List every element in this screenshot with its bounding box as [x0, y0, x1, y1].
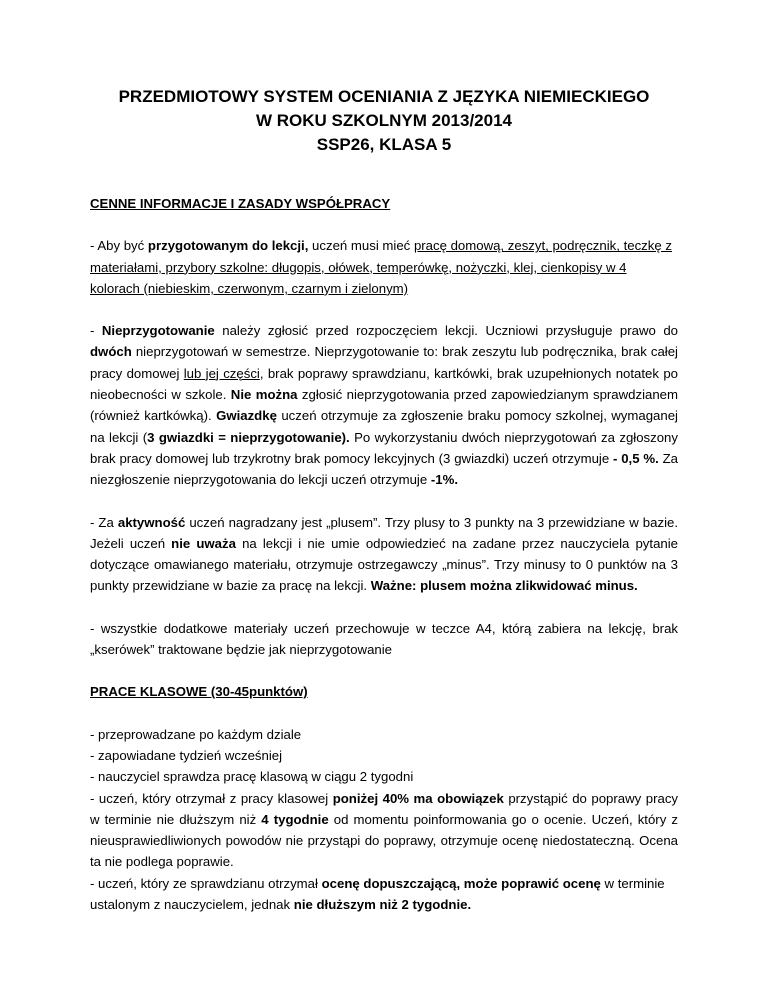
text-run: przystąpić do poprawy pracy w terminie nie dłuższym niż	[90, 790, 679, 827]
title-line-2: W ROKU SZKOLNYM 2013/2014	[255, 111, 512, 130]
text-run: uczeń musi mieć	[308, 238, 414, 254]
title-line-3: SSP26, KLASA 5	[316, 135, 452, 154]
list-item	[90, 788, 678, 873]
bold-text: 4 tygodnie	[261, 811, 329, 827]
bold-text: -1%.	[430, 472, 458, 488]
text-run: , brak poprawy sprawdzianu, kartkówki, brak uzupełnionych notatek po nieobecności w szkole.	[90, 365, 678, 403]
text-run: - Aby być	[90, 238, 148, 254]
bold-text: nie uważa	[171, 535, 236, 551]
bold-text: poniżej 40% ma obowiązek	[332, 790, 504, 806]
text-run: należy zgłosić przed rozpoczęciem lekcji. Uczniowi przysługuje prawo do	[214, 323, 678, 339]
bold-text: ocenę dopuszczającą, może poprawić ocenę	[321, 875, 601, 891]
list-item: - zapowiadane tydzień wcześniej	[90, 747, 283, 763]
paragraph-preparation	[90, 235, 678, 299]
paragraph-materials: - wszystkie dodatkowe materiały uczeń przechowuje w teczce A4, którą zabiera na lekcję, brak „kserówek” traktowane będzie jak nieprzygotowanie	[90, 620, 678, 658]
paragraph-unpreparedness	[90, 320, 678, 490]
text-run: na lekcji i nie umie odpowiedzieć na zadane przez nauczyciela pytanie dotyczące omawianego materiału, otrzymuje ostrzegawczy „minus”. Trzy minusy to 0 punktów na 3 punkty przewidziane w bazie za pracę na lekcji.	[90, 535, 678, 594]
document-title	[90, 85, 678, 157]
text-run: - Za	[90, 514, 118, 530]
text-run: Za niezgłoszenie nieprzygotowania do lekcji uczeń otrzymuje	[90, 450, 678, 488]
underlined-text: lub jej części	[183, 365, 260, 381]
text-run: -	[90, 323, 102, 339]
bold-text: aktywność	[117, 514, 186, 530]
bold-text: Ważne: plusem można zlikwidować minus.	[370, 578, 638, 594]
underlined-text: pracę domową, zeszyt, podręcznik, teczkę z materiałami, przybory szkolne: długopis, ołówek, temperówkę, nożyczki, klej, cienkopisy w 4 kolorach (niebieskim, czerwonym, czarnym i zielonym)	[90, 238, 672, 296]
section-heading-info: CENNE INFORMACJE I ZASADY WSPÓŁPRACY	[90, 196, 391, 211]
bold-text: Nie można	[230, 387, 298, 403]
text-run: nieprzygotowań w semestrze. Nieprzygotowanie to: brak zeszytu lub podręcznika, brak całej pracy domowej	[90, 344, 678, 381]
bold-text: Gwiazdkę	[216, 408, 277, 424]
list-item	[90, 873, 678, 916]
text-run: w terminie ustalonym z nauczycielem, jednak	[90, 875, 665, 913]
section-heading-tests: PRACE KLASOWE (30-45punktów)	[90, 684, 308, 700]
text-run: uczeń nagradzany jest „plusem”. Trzy plusy to 3 punkty na 3 przewidziane w bazie. Jeżeli uczeń	[90, 514, 678, 551]
list-item: - przeprowadzane po każdym dziale	[90, 726, 302, 742]
tests-rules-list	[90, 724, 678, 916]
text-run: - uczeń, który otrzymał z pracy klasowej	[90, 790, 333, 806]
title-line-1: PRZEDMIOTOWY SYSTEM OCENIANIA Z JĘZYKA NIEMIECKIEGO	[118, 87, 650, 106]
list-item: - nauczyciel sprawdza pracę klasową w ciągu 2 tygodni	[90, 769, 414, 785]
bold-text: 3 gwiazdki = nieprzygotowanie).	[147, 429, 350, 445]
bold-text: Nieprzygotowanie	[101, 323, 215, 339]
bold-text: nie dłuższym niż 2 tygodnie.	[293, 897, 472, 913]
bold-text: - 0,5 %.	[613, 450, 659, 466]
bold-text: przygotowanym do lekcji,	[147, 238, 309, 254]
paragraph-activity	[90, 512, 678, 597]
bold-text: dwóch	[90, 344, 132, 360]
text-run: - uczeń, który ze sprawdzianu otrzymał	[90, 875, 322, 891]
text-run: od momentu poinformowania go o ocenie. Uczeń, który z nieusprawiedliwionych powodów nie przystąpi do poprawy, otrzymuje ocenę niedostateczną. Ocena ta nie podlega poprawie.	[90, 811, 678, 870]
text-run: Po wykorzystaniu dwóch nieprzygotowań za zgłoszony brak pracy domowej lub trzykrotny brak pomocy lekcyjnych (3 gwiazdki) uczeń otrzymuje	[90, 429, 678, 466]
text-run: zgłosić nieprzygotowania przed zapowiedzianym sprawdzianem (również kartkówką).	[90, 387, 679, 424]
text-run: uczeń otrzymuje za zgłoszenie braku pomocy szkolnej, wymaganej na lekcji (	[90, 408, 678, 445]
